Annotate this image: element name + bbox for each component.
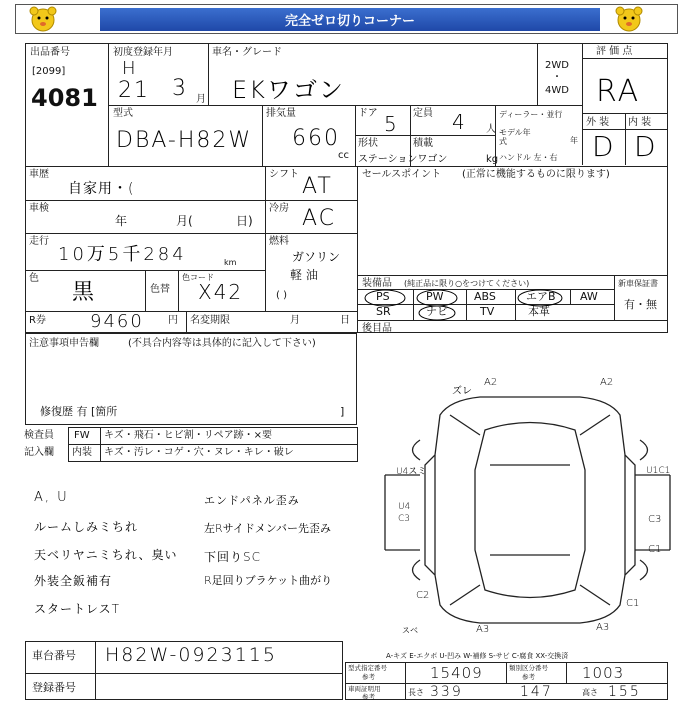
- history-value: 自家用・(: [68, 181, 135, 197]
- doors-label: ドア: [358, 108, 378, 119]
- length-label: 長さ: [408, 688, 424, 697]
- dimensions-label: 車両証明用: [348, 685, 381, 693]
- aircon-label: 冷房: [269, 203, 289, 214]
- type-designation-sub: 参考: [362, 673, 375, 681]
- mark-c3-right: C3: [648, 514, 662, 525]
- capacity-value: 4: [452, 110, 467, 134]
- note-r3: 下回りSC: [204, 550, 261, 564]
- interior-label: 内 装: [628, 117, 652, 128]
- inspector-label-2: 記入欄: [24, 447, 54, 458]
- equipment-label: 装備品: [362, 278, 392, 289]
- note-3: 天ベリヤニミちれ、臭い: [34, 548, 178, 562]
- car-name-value: EKワゴン: [232, 76, 345, 104]
- recycle-value: 9460: [90, 311, 144, 332]
- mark-a3-left: A3: [476, 624, 490, 635]
- exterior-grade: D: [592, 130, 616, 163]
- warranty-label: 新車保証書: [618, 279, 658, 288]
- notes-sub: (不具合内容等は具体的に記入して下さい): [128, 338, 316, 349]
- inspector-in: 内装: [72, 447, 92, 458]
- name-change-day: 日: [340, 315, 350, 326]
- lot-label: 出品番号: [30, 47, 70, 58]
- first-reg-label: 初度登録年月: [113, 47, 173, 58]
- mark-zure: ズレ: [452, 386, 472, 397]
- shape-label: 形状: [358, 138, 378, 149]
- lot-code: [2099]: [32, 66, 66, 77]
- height-label: 高さ: [582, 688, 598, 697]
- equip-pw: PW: [426, 290, 444, 303]
- displacement-unit: cc: [338, 150, 349, 161]
- rear-seat-label: 後目品: [362, 323, 392, 334]
- model-year-label: モデル年式: [499, 128, 531, 146]
- color-label: 色: [29, 273, 39, 284]
- fuel-gas: ガソリン: [292, 250, 341, 264]
- equip-sr: SR: [376, 305, 391, 318]
- mark-sube: スベ: [402, 626, 418, 635]
- model-label: 型式: [113, 108, 133, 119]
- type-designation-label: 型式指定番号: [348, 664, 387, 672]
- color-code: X42: [198, 280, 244, 304]
- mark-c1-right: C1: [648, 544, 662, 555]
- width-value: 147: [520, 684, 553, 700]
- recycle-unit: 円: [168, 315, 178, 326]
- note-4: 外装全鈑補有: [34, 574, 113, 588]
- inspector-fw-items: キズ・飛石・ヒビ割・リペア跡・×要: [104, 430, 272, 441]
- load-unit: kg: [486, 154, 499, 165]
- fuel-paren: ( ): [276, 290, 287, 301]
- inspection-year: 年: [115, 214, 128, 228]
- equip-airbag: エアB: [526, 290, 556, 303]
- mark-a2-right: A2: [600, 377, 614, 388]
- equip-aw: AW: [580, 290, 598, 303]
- displacement-value: 660: [292, 126, 340, 151]
- equipment-circles: [357, 285, 617, 325]
- color-code-label: 色コード: [182, 273, 214, 282]
- notes-label: 注意事項申告欄: [29, 338, 99, 349]
- mileage-unit: km: [224, 258, 237, 267]
- dealer-label: ディーラー・並行: [499, 110, 563, 119]
- shift-value: AT: [302, 174, 333, 199]
- year-unit: 年: [570, 136, 578, 145]
- mark-c3-left: C3: [398, 514, 411, 524]
- inspector-in-items: キズ・汚レ・コゲ・穴・ヌレ・キレ・破レ: [104, 447, 294, 458]
- fuel-label: 燃料: [269, 236, 289, 247]
- reg-number-label: 登録番号: [32, 681, 76, 694]
- repair-history: 修復歴 有 [箇所: [40, 405, 118, 418]
- first-reg-era: H: [122, 58, 138, 79]
- mileage-label: 走行: [29, 236, 49, 247]
- handle-label: ハンドル 左・右: [499, 153, 558, 162]
- bear-mascot-icon: [26, 4, 60, 34]
- height-value: 155: [608, 684, 641, 700]
- equip-leather: 本革: [528, 305, 550, 318]
- first-reg-year: 21: [118, 78, 150, 103]
- inspection-month: 月(: [176, 214, 193, 228]
- mark-a2-left: A2: [484, 377, 498, 388]
- car-name-label: 車名・グレード: [212, 47, 282, 58]
- capacity-unit: 人: [486, 124, 496, 135]
- note-1: A, U: [34, 490, 69, 505]
- mark-c2: C2: [416, 590, 430, 601]
- note-5: スタートレスT: [34, 602, 120, 616]
- mark-a3-right: A3: [596, 622, 610, 633]
- equipment-sub: (純正品に限り○をつけてください): [404, 279, 530, 288]
- first-reg-month: 3: [172, 76, 188, 101]
- inspector-label-1: 検査員: [24, 430, 54, 441]
- note-r1: エンドパネル歪み: [204, 494, 300, 507]
- drive-4wd: 4WD: [545, 85, 569, 96]
- note-r2: 左Rサイドメンバー先歪み: [204, 522, 331, 535]
- grade-label: 評 価 点: [596, 46, 633, 57]
- doors-value: 5: [384, 112, 399, 136]
- color-change-label: 色替: [150, 284, 170, 295]
- inspection-day: 日): [236, 214, 253, 228]
- category-label: 類別区分番号: [509, 664, 548, 672]
- mileage-value: 10万5千284: [58, 244, 187, 265]
- note-2: ルームしみミちれ: [34, 520, 139, 534]
- load-label: 積載: [413, 138, 433, 149]
- grade-score: RA: [596, 74, 641, 109]
- drive-2wd: 2WD: [545, 60, 569, 71]
- mark-c1-bottom: C1: [626, 598, 640, 609]
- interior-grade: D: [634, 130, 658, 163]
- sales-point-label: セールスポイント: [362, 169, 442, 180]
- category-value: 1003: [582, 664, 625, 682]
- inspector-fw: FW: [74, 430, 90, 441]
- name-change-month: 月: [290, 315, 300, 326]
- repair-close: ]: [340, 405, 345, 418]
- drive-sep: ・: [552, 72, 562, 83]
- shift-label: シフト: [269, 169, 299, 180]
- equip-tv: TV: [480, 305, 495, 318]
- history-label: 車歴: [29, 169, 49, 180]
- shape-value: ステーションワゴン: [358, 154, 448, 165]
- inspection-label: 車検: [29, 203, 49, 214]
- capacity-label: 定員: [413, 108, 433, 119]
- displacement-label: 排気量: [266, 108, 296, 119]
- note-r4: R足回りブラケット曲がり: [204, 574, 333, 587]
- lot-number: 4081: [31, 84, 98, 112]
- equip-ps: PS: [376, 290, 390, 303]
- warranty-value: 有・無: [624, 298, 657, 311]
- equip-navi: ナビ: [426, 305, 448, 318]
- equip-abs: ABS: [474, 290, 496, 303]
- chassis-label: 車台番号: [32, 649, 76, 662]
- damage-legend: A-キズ E-エクボ U-凹み W-補修 S-サビ C-腐食 XX-交換済: [386, 652, 569, 660]
- mark-u4: U4: [398, 502, 411, 512]
- fuel-diesel: 軽 油: [290, 268, 318, 282]
- length-value: 339: [430, 684, 463, 700]
- first-reg-month-unit: 月: [196, 94, 206, 105]
- exterior-label: 外 装: [586, 117, 610, 128]
- mark-u1c1: U1C1: [646, 466, 671, 476]
- chassis-value: H82W-0923115: [105, 644, 277, 666]
- name-change-label: 名変期限: [190, 315, 230, 326]
- category-sub: 参考: [522, 673, 535, 681]
- aircon-value: AC: [302, 206, 337, 231]
- model-value: DBA-H82W: [116, 128, 253, 153]
- dimensions-sub: 参考: [362, 693, 375, 701]
- header-title: 完全ゼロ切りコーナー: [284, 14, 415, 29]
- mark-u4-sumi: U4スミ: [396, 467, 427, 477]
- color-value: 黒: [72, 280, 97, 305]
- bear-mascot-icon: [612, 4, 646, 34]
- sales-point-sub: (正常に機能するものに限ります): [462, 169, 610, 180]
- recycle-label: R券: [29, 315, 46, 326]
- type-designation-value: 15409: [430, 664, 483, 682]
